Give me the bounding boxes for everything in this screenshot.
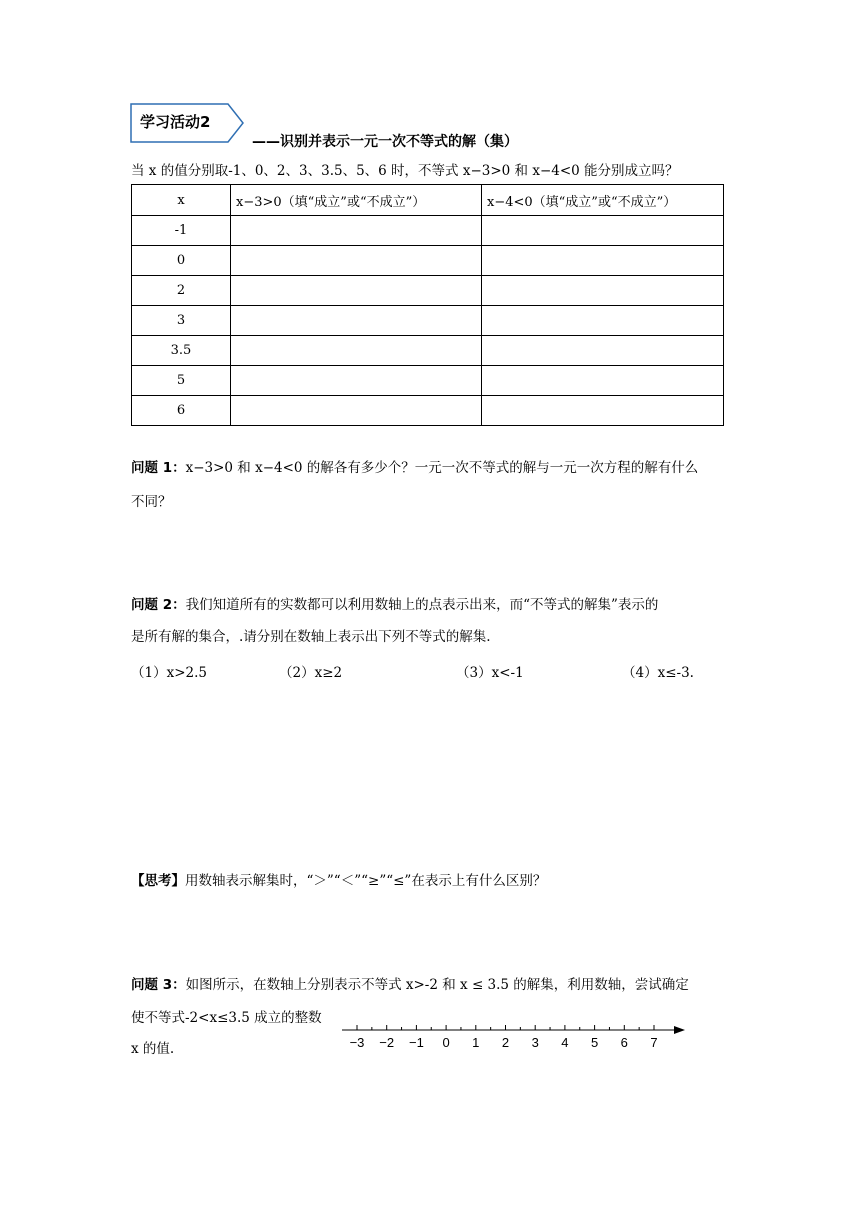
number-line-label: 2 [501, 1035, 510, 1050]
table-cell-x: 5 [132, 366, 231, 396]
table-row [132, 396, 724, 426]
number-line-label: −1 [408, 1035, 424, 1050]
think-text: 用数轴表示解集时，“＞”“＜”“≥”“≤”在表示上有什么区别？ [185, 873, 547, 889]
answer-cell[interactable] [482, 246, 724, 276]
question-2-line1: 我们知道所有的实数都可以利用数轴上的点表示出来，而“不等式的解集”表示的 [185, 597, 659, 613]
table-cell-x: 2 [132, 276, 231, 306]
answer-cell[interactable] [482, 366, 724, 396]
number-line-label: −2 [379, 1035, 395, 1050]
think-prompt [131, 871, 546, 891]
answer-cell[interactable] [482, 216, 724, 246]
table-header-ineq1: x−3>0（填“成立”或“不成立”） [231, 185, 482, 216]
table-row [132, 306, 724, 336]
answer-cell[interactable] [231, 366, 482, 396]
table-cell-x: 3 [132, 306, 231, 336]
table-cell-x: 6 [132, 396, 231, 426]
number-line-label: 6 [620, 1035, 628, 1050]
think-label: 【思考】 [131, 873, 185, 889]
question-1-line1: x−3>0 和 x−4<0 的解各有多少个？一元一次不等式的解与一元一次方程的解有什么 [185, 460, 699, 476]
intro-question: 当 x 的值分别取-1、0、2、3、3.5、5、6 时，不等式 x−3>0 和 x−4<0 能分别成立吗？ [131, 163, 679, 179]
number-line-label: 1 [472, 1035, 480, 1050]
question-2-item-3: （3）x<-1 [456, 665, 524, 681]
number-line-label: 7 [650, 1035, 658, 1050]
question-2-item-2: （2）x≥2 [279, 665, 343, 681]
answer-cell[interactable] [482, 336, 724, 366]
number-line-label: 5 [590, 1035, 599, 1050]
answer-cell[interactable] [231, 396, 482, 426]
number-line [340, 1022, 690, 1052]
table-cell-x: 3.5 [132, 336, 231, 366]
question-2-label: 问题 2： [131, 597, 186, 613]
table-row [132, 216, 724, 246]
activity-subtitle: ——识别并表示一元一次不等式的解（集） [252, 134, 518, 150]
number-line-label: 3 [531, 1035, 539, 1050]
table-cell-x: 0 [132, 246, 231, 276]
number-line-label: −3 [349, 1035, 365, 1050]
answer-cell[interactable] [482, 276, 724, 306]
table-header-ineq2: x−4<0（填“成立”或“不成立”） [482, 185, 724, 216]
arrow-right-icon [674, 1026, 685, 1034]
badge-label: 学习活动2 [140, 113, 211, 131]
table-header-x: x [132, 185, 231, 216]
table-row [132, 246, 724, 276]
question-2-item-1: （1）x>2.5 [131, 665, 207, 681]
table-cell-x: -1 [132, 216, 231, 246]
table-header-row [132, 185, 724, 216]
question-3-line3: x 的值. [131, 1041, 175, 1057]
table-row [132, 366, 724, 396]
answer-table [131, 184, 724, 426]
answer-cell[interactable] [231, 246, 482, 276]
activity-badge [130, 103, 245, 143]
question-2-item-4: （4）x≤-3. [622, 665, 694, 681]
question-1-label: 问题 1： [131, 460, 186, 476]
answer-cell[interactable] [231, 336, 482, 366]
answer-cell[interactable] [231, 216, 482, 246]
answer-cell[interactable] [482, 306, 724, 336]
table-row [132, 336, 724, 366]
question-2 [131, 595, 658, 615]
question-3-line1: 如图所示，在数轴上分别表示不等式 x>-2 和 x ≤ 3.5 的解集，利用数轴，尝试确定 [185, 977, 689, 993]
question-1 [131, 458, 698, 478]
question-3 [131, 975, 689, 995]
answer-cell[interactable] [231, 306, 482, 336]
answer-cell[interactable] [482, 396, 724, 426]
question-3-label: 问题 3： [131, 977, 186, 993]
number-line-label: 4 [561, 1035, 569, 1050]
answer-cell[interactable] [231, 276, 482, 306]
number-line-label: 0 [442, 1035, 450, 1050]
question-2-line2: 是所有解的集合，.请分别在数轴上表示出下列不等式的解集. [131, 629, 491, 645]
question-1-line2: 不同？ [131, 494, 172, 510]
question-3-line2: 使不等式-2<x≤3.5 成立的整数 [131, 1010, 322, 1026]
table-row [132, 276, 724, 306]
